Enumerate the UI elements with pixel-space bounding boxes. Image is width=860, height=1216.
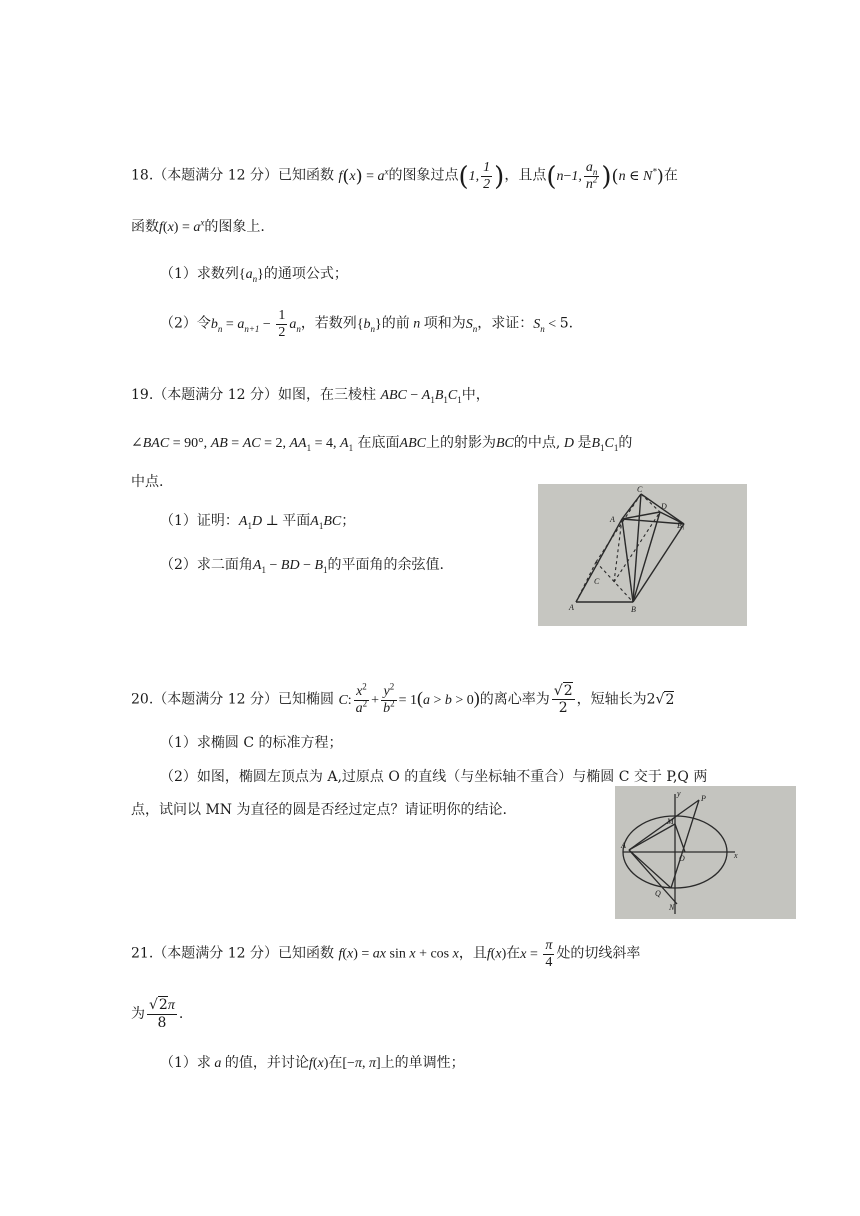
q20-ecc: $\frac{√2}{2}$ <box>553 683 573 716</box>
q18-line1: 18.（本题满分 12 分）已知函数 $f(x) = a^x$的图象过点(1, $\frac{1}{2}$ )，且点(n−1, $\frac{a_n}{n^2}$ )(n ∈ N*)在 <box>131 160 678 192</box>
q21-header: （本题满分 12 分）已知函数 <box>153 945 334 962</box>
q18-point-1: (1, $\frac{1}{2}$ ) <box>458 160 505 192</box>
prism-label-A1: A <box>610 515 615 524</box>
q19-line1: 19.（本题满分 12 分）如图，在三棱柱 ABC − $A_1B_1C_1$中， <box>131 387 490 405</box>
q21-line1: 21.（本题满分 12 分）已知函数 f(x) = ax sin x + cos x，且f(x)在x = $\frac{\pi}{4}$ 处的切线斜率 <box>131 938 641 970</box>
q21-line2: 为 $\frac{√2\pi}{8}$ . <box>131 997 184 1031</box>
ellipse-figure <box>615 786 796 919</box>
q18-header: （本题满分 12 分）已知函数 <box>153 167 334 184</box>
q20-part2-line2: 点，试问以 MN 为直径的圆是否经过定点？请证明你的结论. <box>131 802 507 818</box>
q19-prism: ABC − $A_1B_1C_1$ <box>380 388 462 405</box>
q18-part2: （2）令$b_n = a_{n+1}$ − $\frac{1}{2}$ $a_n$，若数列$\{b_n\}$的前 n 项和为$S_n$，求证：$S_n < 5$. <box>160 308 574 340</box>
prism-label-A: A <box>569 603 574 612</box>
ellipse-label-P: P <box>701 794 706 803</box>
q20-minor: 2√2 <box>646 691 675 708</box>
q21-x-value: x = $\frac{\pi}{4}$ <box>520 938 553 970</box>
q18-line2: 函数$f(x) = a^x$的图象上. <box>131 217 265 235</box>
ellipse-label-y: y <box>677 789 681 798</box>
q20-part2-line1: （2）如图，椭圆左顶点为 A,过原点 O 的直线（与坐标轴不重合）与椭圆 C 交于 P,Q 两 <box>160 769 708 785</box>
ellipse-label-A: A <box>621 841 626 850</box>
q21-slope-value: $\frac{√2\pi}{8}$ <box>149 997 175 1031</box>
prism-label-C1: C <box>637 485 643 494</box>
q21-formula-fx: f(x) = ax sin x + cos x <box>338 946 459 962</box>
ellipse-label-N: N <box>669 903 675 912</box>
q19-header: （本题满分 12 分）如图，在三棱柱 <box>153 387 376 403</box>
ellipse-label-Q: Q <box>655 889 661 898</box>
q21-interval: [−π, π] <box>342 1056 381 1071</box>
prism-label-C: C <box>594 577 600 586</box>
ellipse-label-x: x <box>734 851 738 860</box>
q20-number: 20. <box>131 691 154 708</box>
ellipse-label-M: M <box>667 817 674 826</box>
q19-line2: ∠BAC = 90°, AB = AC = 2, $AA_1 = 4$, $A_1$ 在底面ABC上的射影为BC的中点, D 是$B_1C_1$的 <box>131 435 633 453</box>
q20-part1: （1）求椭圆 C 的标准方程； <box>160 735 343 751</box>
q18-seq-an: $\{a_n\}$ <box>238 267 264 284</box>
q19-part1: （1）证明：$A_1D$ ⊥ 平面$A_1BC$； <box>160 513 356 531</box>
q19-conditions: ∠BAC = 90°, AB = AC = 2, $AA_1 = 4$, $A_1$ <box>131 436 354 453</box>
prism-label-B1: B₁ <box>677 521 685 530</box>
q18-bound: 5. <box>559 315 574 332</box>
q20-header: （本题满分 12 分）已知椭圆 <box>153 691 334 708</box>
ellipse-diagram <box>615 786 796 919</box>
q19-part2: （2）求二面角$A_1$ − BD − $B_1$的平面角的余弦值. <box>160 557 444 575</box>
q18-formula-bn: $b_n = a_{n+1}$ − $\frac{1}{2}$ $a_n$ <box>210 308 301 340</box>
q19-line3: 中点. <box>131 474 164 490</box>
q20-line1: 20.（本题满分 12 分）已知椭圆 C: $\frac{x^2}{a^2}$ + $\frac{y^2}{b^2}$ = 1(a > b > 0)的离心率为 $\frac{√2}{2}$ ，短轴长为2√2 <box>131 681 675 716</box>
prism-figure <box>538 484 747 626</box>
ellipse-label-O: O <box>679 854 685 863</box>
q18-formula-fx-2: $f(x) = a^x$ <box>159 217 205 235</box>
prism-label-D: D <box>661 502 667 511</box>
q21-part1: （1）求 a 的值，并讨论f(x)在[−π, π]上的单调性； <box>160 1055 465 1071</box>
q18-number: 18. <box>131 167 154 184</box>
q20-ellipse-eq: C: $\frac{x^2}{a^2}$ + $\frac{y^2}{b^2}$ = 1(a > b > 0) <box>338 681 480 716</box>
q18-formula-fx: $f(x) = a^x$ <box>338 165 389 187</box>
prism-label-B: B <box>631 605 636 614</box>
prism-diagram <box>538 484 747 626</box>
q21-number: 21. <box>131 945 154 962</box>
q18-part1: （1）求数列$\{a_n\}$的通项公式； <box>160 266 348 284</box>
q18-point-n: (n−1, $\frac{a_n}{n^2}$ )(n ∈ N*) <box>546 160 664 192</box>
q19-number: 19. <box>131 387 154 403</box>
